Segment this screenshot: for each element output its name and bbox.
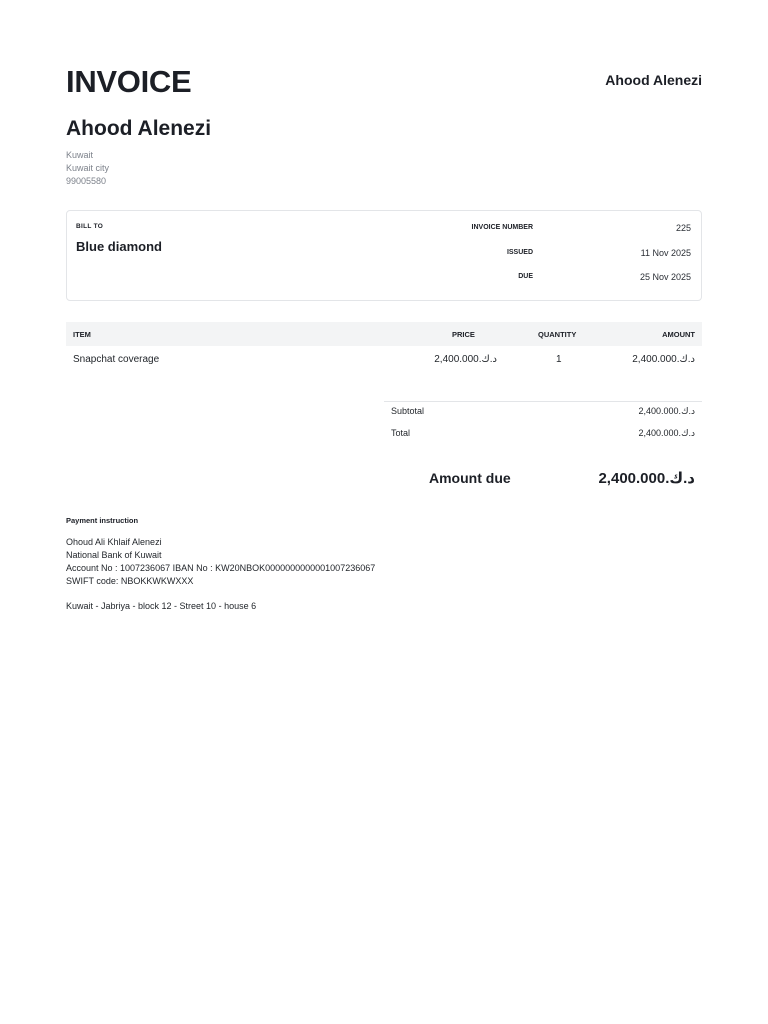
- item-price: 2,400.000.د.ك: [434, 354, 497, 365]
- bill-to-label: BILL TO: [76, 223, 104, 230]
- table-row: [66, 348, 702, 372]
- totals-divider: [384, 401, 702, 402]
- sender-address: [66, 149, 109, 188]
- header-company-name: Ahood Alenezi: [605, 72, 702, 88]
- subtotal-value: 2,400.000.د.ك: [638, 406, 695, 416]
- items-table-header: [66, 322, 702, 346]
- column-price: PRICE: [452, 330, 475, 339]
- invoice-number-label: INVOICE NUMBER: [471, 224, 533, 231]
- sender-city: Kuwait city: [66, 163, 110, 173]
- subtotal-label: Subtotal: [391, 406, 425, 416]
- item-quantity: 1: [556, 354, 562, 365]
- bill-to-name: Blue diamond: [76, 239, 162, 254]
- account-iban: Account No : 1007236067 IBAN No : KW20NBOK0000000000001007236067: [66, 563, 376, 573]
- bill-to-card: [66, 210, 702, 301]
- bank-name: National Bank of Kuwait: [66, 550, 162, 560]
- sender-country: Kuwait: [66, 150, 94, 160]
- payment-address: Kuwait - Jabriya - block 12 - Street 10 - house 6: [66, 601, 257, 611]
- swift-code: SWIFT code: NBOKKWKWXXX: [66, 576, 194, 586]
- invoice-number-value: 225: [675, 223, 691, 233]
- issued-label: ISSUED: [506, 249, 533, 256]
- issued-date: 11 Nov 2025: [640, 248, 691, 258]
- amount-due-value: 2,400.000.د.ك: [598, 470, 695, 487]
- total-value: 2,400.000.د.ك: [638, 428, 695, 438]
- item-amount: 2,400.000.د.ك: [632, 354, 695, 365]
- sender-name: Ahood Alenezi: [66, 117, 212, 140]
- column-quantity: QUANTITY: [538, 330, 577, 339]
- payment-instruction-details: [66, 536, 375, 588]
- column-amount: AMOUNT: [662, 330, 695, 339]
- payment-instruction-title: Payment instruction: [66, 516, 139, 525]
- column-item: ITEM: [73, 330, 91, 339]
- sender-phone: 99005580: [66, 176, 107, 186]
- due-label: DUE: [518, 273, 533, 280]
- amount-due-label: Amount due: [429, 470, 511, 486]
- due-date: 25 Nov 2025: [639, 272, 691, 282]
- account-holder: Ohoud Ali Khlaif Alenezi: [66, 537, 162, 547]
- total-label: Total: [391, 428, 411, 438]
- invoice-title: INVOICE: [66, 64, 192, 99]
- item-description: Snapchat coverage: [73, 354, 160, 365]
